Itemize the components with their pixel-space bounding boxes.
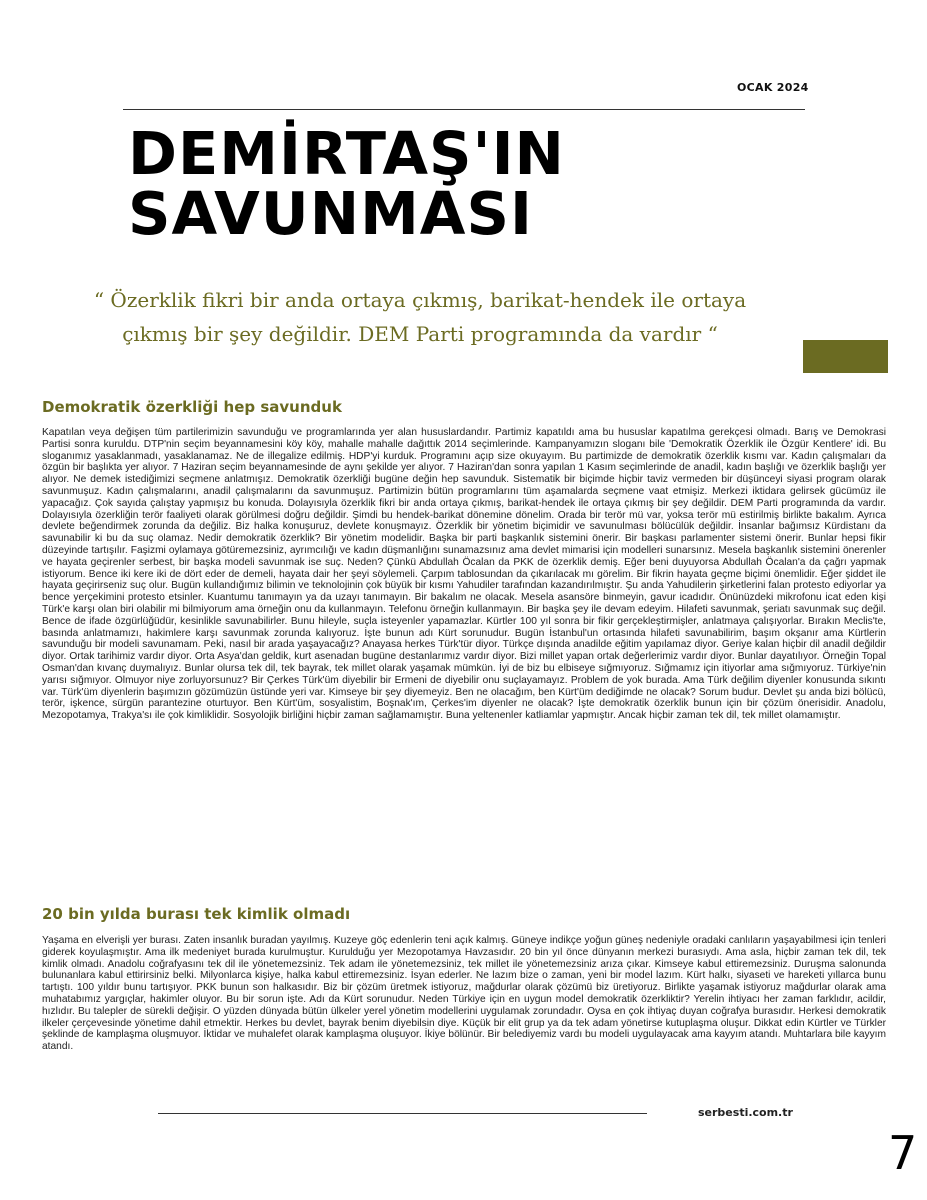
issue-date: OCAK 2024 — [737, 81, 809, 94]
pull-quote: “ Özerklik fikri bir anda ortaya çıkmış, barikat-hendek ile ortaya çıkmış bir şey değildir. DEM Parti programında da vardır “ — [93, 288, 747, 346]
section-body-2: Yaşama en elverişli yer burası. Zaten insanlık buradan yayılmış. Kuzeye göç edenlerin teni açık kalmış. Güneye indikçe yoğun güneş nedeniyle oradaki canlıların yaşayabilmesi için tenleri giderek koyulaşmıştır. Ama ilk medeniyet burada kurulmuştur. Kurulduğu yer Mezopotamya Havzasıdır. 20 bin yıl önce dünyanın merkezi burasıydı. Ama asla, hiçbir zaman tek dil, tek kimlik olmadı. Anadolu coğrafyasını tek dil ile yönetemezsiniz. Tek adam ile yönetemezsiniz, tek millet ile yönetemezsiniz arıza çıkar. Kimseye kabul ettiremezsiniz. Duruşma salonunda bulunanlara kabul ettirirsiniz belki. Milyonlarca kişiye, halka kabul ettiremezsiniz. İsyan ederler. Ne lazım bize o zaman, yeni bir model lazım. Kürt halkı, siyaseti ve hareketi yıllarca bunu tartıştı. 100 yıldır bunu tartışıyor. PKK bunun son halkasıdır. Biz bir çözüm üretmek istiyoruz, mağdurlar olarak çözümü biz üretiyoruz. Birlikte yaşamak istiyoruz mağdurlar olarak ama muhatabımız yargıçlar, hakimler oluyor. Bu bir sorun işte. Adı da Kürt sorunudur. Neden Türkiye için en uygun model demokratik özerkliktir? Yerelin ihtiyacı her zaman farklıdır, acildir, hızlıdır. Bu talepler de sürekli değişir. O yüzden dünyada bütün ülkeler yerel yönetim modellerini uygulamak zorundadır. Oysa en çok ihtiyaç duyan coğrafya burasıdır. Herkesi demokratik ilkeler çerçevesinde yönetime dahil etmektir. Herkes bu devlet, bayrak benim diyebilsin diye. Küçük bir elit grup ya da tek adam yönetirse kutuplaşma oluşur. Dikkat edin Kürtler ve Türkler şeklinde de kamplaşma oluşmuyor. İktidar ve muhalefet olarak kamplaşma oluşuyor. İkiye bölünür. Bir belediyemiz vardı bu modeli uygulayacak ama kayyım atandı. Muhtarlara bile kayyım atandı. — [42, 935, 886, 1053]
section-body-1: Kapatılan veya değişen tüm partilerimizin savunduğu ve programlarında yer alan hususlardandır. Partimiz kapatıldı ama bu hususlar kapatılma gerekçesi olmadı. Barış ve Demokrasi Partisi sonra kuruldu. DTP'nin seçim beyannamesini köy köy, mahalle mahalle dağıttık 2014 seçimlerinde. Kampanyamızın sloganı bile 'Demokratik Özerklik ile Özgür Kentlere' idi. Bu sloganımız yasaklanmadı, yasaklanamaz. Ne de illegalize edilmiş. HDP'yi kurduk. Programını açıp size okuyayım. Bu partimizde de demokratik özerklik kısmı var. Kadın çalışmaları da özgün bir başlıkta yer alıyor. 7 Haziran seçim beyannamesinde de aynı şekilde yer alıyor. 7 Haziran'dan sonra yapılan 1 Kasım seçimlerinde de anadil, kadın başlığı ve özerklik başlığı yer alıyor. Ne demek istediğimizi seçmene anlatmışız. Demokratik özerkliği bugüne değin hep savunduk. Sistematik bir biçimde hiçbir taviz vermeden bir düşünceyi siyasi program olarak savunmuşuz. Kadın çalışmalarını, anadil çalışmalarını da savunmuşuz. Partimizin bütün programlarını tüm aşamalarda seçmene vaat etmişiz. Merkezi iktidara gelirsek gücümüz ile yapacağız. Çok sayıda çalıştay yapmışız bu konuda. Dolayısıyla özerklik fikri bir anda ortaya çıkmış, barikat-hendek ile ortaya çıkmış bir şey değildir. DEM Parti programında da vardır. Dolayısıyla özerkliğin terör faaliyeti olarak görülmesi doğru değildir. Şimdi bu hendek-barikat dönemine dönelim. Orada bir terör mü var, yoksa terör mü estirilmiş birlikte bakalım. Ayrıca devlete beğendirmek zorunda da değiliz. Biz halka konuşuruz, devlete konuşmayız. Özerklik bir yönetim biçimidir ve savunulması bölücülük değildir. İnsanlar bağımsız Kürdistanı da savunabilir ki bu da suç olamaz. Nedir demokratik özerklik? Bir yönetim modelidir. Başka bir parti başkanlık sistemini önerir. Bir başkası parlamenter sistemi önerir. Bunlar hepsi fikir düzeyinde tartışılır. Faşizmi oylamaya götüremezsiniz, ayrımcılığı ve kadın düşmanlığını sunamazsınız ama devlet mimarisi için modelleri sunarsınız. Mesela başkanlık sistemini önerenler ve hayata geçirenler serbest, bir başka modeli savunmak ise suç. Neden? Çünkü Abdullah Öcalan da PKK de özerklik demiş. Eğer beni duyuyorsa Abdullah Öcalan'a da çağrı yapmak istiyorum. Bence iki kere iki de dört eder de demeli, hayata dair her şeyi söylemeli. Çarpım tablosundan da çıkarılacak mı görelim. Bir fikrin hayata geçme biçimi önemlidir. Eğer şiddet ile hayata geçirirseniz suç olur. Bugün kullandığımız bilimin ve teknolojinin çok büyük bir kısmı Yahudiler tarafından kazandırılmıştır. Şu anda Yahudilerin şirketlerini falan protesto ediyorlar ya bence yerçekimini protesto etsinler. Kuantumu tanımayın ya da uzayı tanımayın. Bir bakalım ne olacak. Mesela asansöre binmeyin, gavur icadıdır. Önünüzdeki mikrofonu icat eden kişi Türk'e karşı olan biri olabilir mi bilmiyorum ama örneğin onu da kullanmayın. Telefonu örneğin kullanmayın. Bir başka şey ile devam edeyim. Hilafeti savunmak, şeriatı savunmak suç değil. Bence de ifade özgürlüğüdür, kesinlikle savunabilirler. Bunu hileyle, suçla isteyenler yapamazlar. Kürtler 100 yıl sonra bir fikir gerçekleştirmişler, anlatmaya çalışıyorlar. Bırakın Meclis'te, basında anlatmamızı, hakimlere karşı savunmak zorunda kalıyoruz. İşte bunun adı Kürt sorunudur. Bugün İstanbul'un ortasında hilafeti savunabilirim, başım okşanır ama Kürtlerin savunduğu bir modeli savunamam. Peki, nasıl bir arada yaşayacağız? Anayasa herkes Türk'tür diyor. Türkçe dışında anadilde eğitim yapılamaz diyor. Geriye kalan hiçbir dil anadil değildir diyor. Ortak tarihimiz vardır diyor. Orta Asya'dan geldik, kurt asenadan bugüne destanlarımız vardır diyor. Bizi millet yapan ortak değerlerimiz vardır diyor. Bunlar dayatılıyor. Örneğin Topal Osman'dan kıvanç duymalıyız. Bunlar olursa tek dil, tek bayrak, tek millet olarak yaşamak mümkün. İyi de biz bu elbiseye sığmıyoruz. Sığmamız için itiyorlar ama sığmıyoruz. Türkiye'nin yarısı sığmıyor. Olmuyor niye zorluyorsunuz? Bir Çerkes Türk'üm diyebilir bir Ermeni de diyebilir onu suçlayamayız. Problem de yok burada. Ama Türk değilim diyenler konusunda sıkıntı var. Türk'üm diyenlerin başımızın gözümüzün üstünde yeri var. Kimseye bir şey diyemeyiz. Ben ne olacağım, ben Kürt'üm dediğimde ne olacak? Sorum budur. Devlet şu anda bizi bölücü, terör, işkence, sürgün parantezine oturtuyor. Ben Kürt'üm, sosyalistim, Boşnak'ım, Çerkes'im diyenler ne olacak? İşte demokratik özerklik bunun için bir çözüm önerisidir. Anadolu, Mezopotamya, Trakya'sı ile çok kimliklidir. Sosyolojik birliğini hiçbir zaman sağlamamıştır. Buna yeltenenler katliamlar yapmıştır. Ancak hiçbir zaman tek dil, tek millet olamamıştır. — [42, 427, 886, 722]
section-heading-1: Demokratik özerkliği hep savunduk — [42, 398, 342, 416]
accent-block — [803, 340, 888, 373]
bottom-divider — [158, 1113, 647, 1114]
section-heading-2: 20 bin yılda burası tek kimlik olmadı — [42, 905, 351, 923]
site-url[interactable]: serbesti.com.tr — [698, 1106, 793, 1119]
top-divider — [123, 109, 805, 110]
page-number: 7 — [888, 1126, 918, 1180]
article-title: DEMİRTAŞ'IN SAVUNMASI — [128, 119, 565, 248]
